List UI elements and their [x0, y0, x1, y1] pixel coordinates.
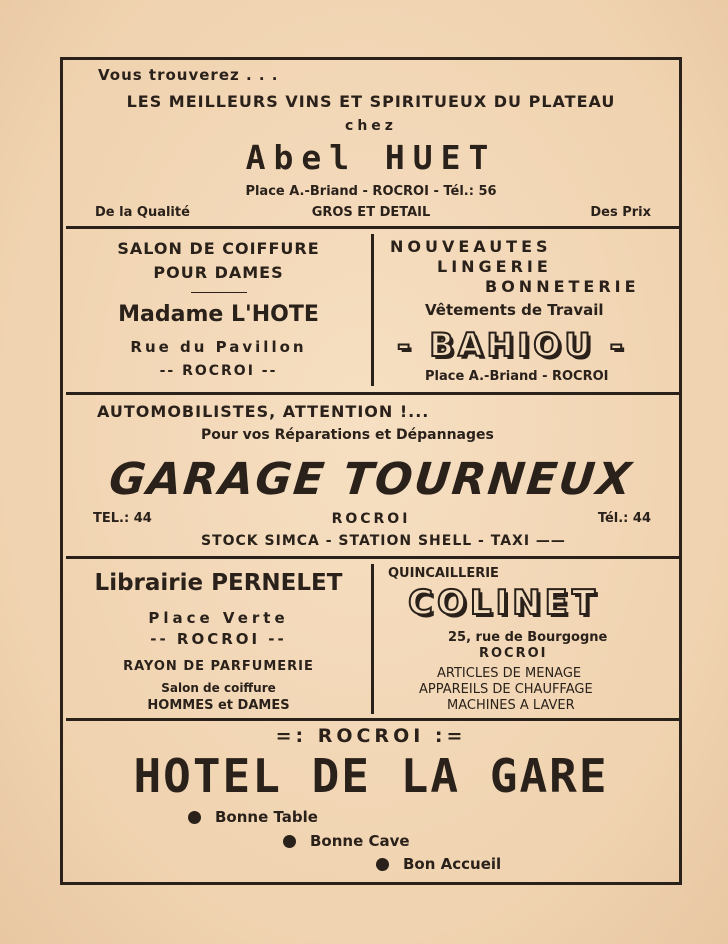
hotel-feature: Bonne Cave	[310, 832, 410, 850]
product-line: BONNETERIE	[485, 277, 640, 296]
service-line: Salon de coiffure	[161, 681, 276, 695]
town: ROCROI	[479, 646, 548, 661]
department: RAYON DE PARFUMERIE	[123, 659, 314, 674]
article: ARTICLES DE MENAGE	[437, 666, 582, 681]
product-line: NOUVEAUTES	[390, 237, 552, 256]
subheadline: Pour vos Réparations et Dépannages	[201, 427, 494, 443]
service-line: HOMMES et DAMES	[147, 698, 290, 713]
article: APPAREILS DE CHAUFFAGE	[419, 682, 593, 697]
phone: Tél.: 44	[597, 511, 651, 526]
shop-name: Madame L'HOTE	[118, 302, 319, 327]
quality-text: De la Qualité	[95, 205, 190, 220]
town: =: ROCROI :=	[275, 725, 467, 747]
intro-text: Vous trouverez . . .	[98, 66, 279, 84]
service-line: SALON DE COIFFURE	[117, 239, 320, 258]
headline: AUTOMOBILISTES, ATTENTION !...	[97, 402, 430, 421]
divider	[66, 556, 679, 559]
chez-text: chez	[345, 118, 397, 134]
street: Rue du Pavillon	[130, 338, 307, 356]
divider	[66, 718, 679, 721]
divider	[371, 564, 374, 714]
bullet-icon	[283, 835, 296, 848]
prices-text: Des Prix	[590, 205, 651, 220]
hotel-ad	[63, 722, 679, 882]
bullet-icon	[376, 858, 389, 871]
address: Place A.-Briand - ROCROI	[425, 369, 609, 384]
product-line: Vêtements de Travail	[425, 301, 604, 319]
colinet-ad	[375, 560, 679, 716]
shop-name: GARAGE TOURNEUX	[106, 454, 636, 505]
street: Place Verte	[148, 609, 289, 627]
service-line: POUR DAMES	[153, 263, 284, 282]
divider	[66, 392, 679, 395]
shop-name: Librairie PERNELET	[94, 570, 343, 596]
services: STOCK SIMCA - STATION SHELL - TAXI ——	[201, 533, 566, 549]
bahiou-ad	[375, 230, 679, 390]
town: ROCROI	[331, 511, 411, 527]
lhote-ad	[66, 230, 371, 390]
hotel-feature: Bon Accueil	[403, 855, 502, 873]
bullet-icon	[188, 811, 201, 824]
trade: QUINCAILLERIE	[388, 566, 499, 581]
hotel-feature: Bonne Table	[215, 808, 318, 826]
product-line: LINGERIE	[437, 257, 552, 276]
shop-name: - BAHIOU -	[397, 326, 627, 364]
headline: LES MEILLEURS VINS ET SPIRITUEUX DU PLATEAU	[126, 92, 616, 111]
shop-name: COLINET	[408, 583, 600, 623]
article: MACHINES A LAVER	[447, 698, 575, 713]
pernelet-ad	[66, 560, 371, 716]
wholesale-text: GROS ET DETAIL	[311, 205, 431, 220]
town: -- ROCROI --	[159, 363, 278, 379]
hotel-name: HOTEL DE LA GARE	[133, 749, 609, 803]
phone: TEL.: 44	[93, 511, 152, 526]
huet-ad	[63, 60, 679, 226]
ornament-rule	[191, 292, 247, 293]
divider	[66, 226, 679, 229]
address: Place A.-Briand - ROCROI - Tél.: 56	[245, 184, 497, 199]
street: 25, rue de Bourgogne	[448, 630, 608, 645]
divider	[371, 234, 374, 386]
town: -- ROCROI --	[150, 630, 287, 648]
shop-name: Abel HUET	[245, 138, 497, 177]
garage-ad	[63, 396, 679, 554]
